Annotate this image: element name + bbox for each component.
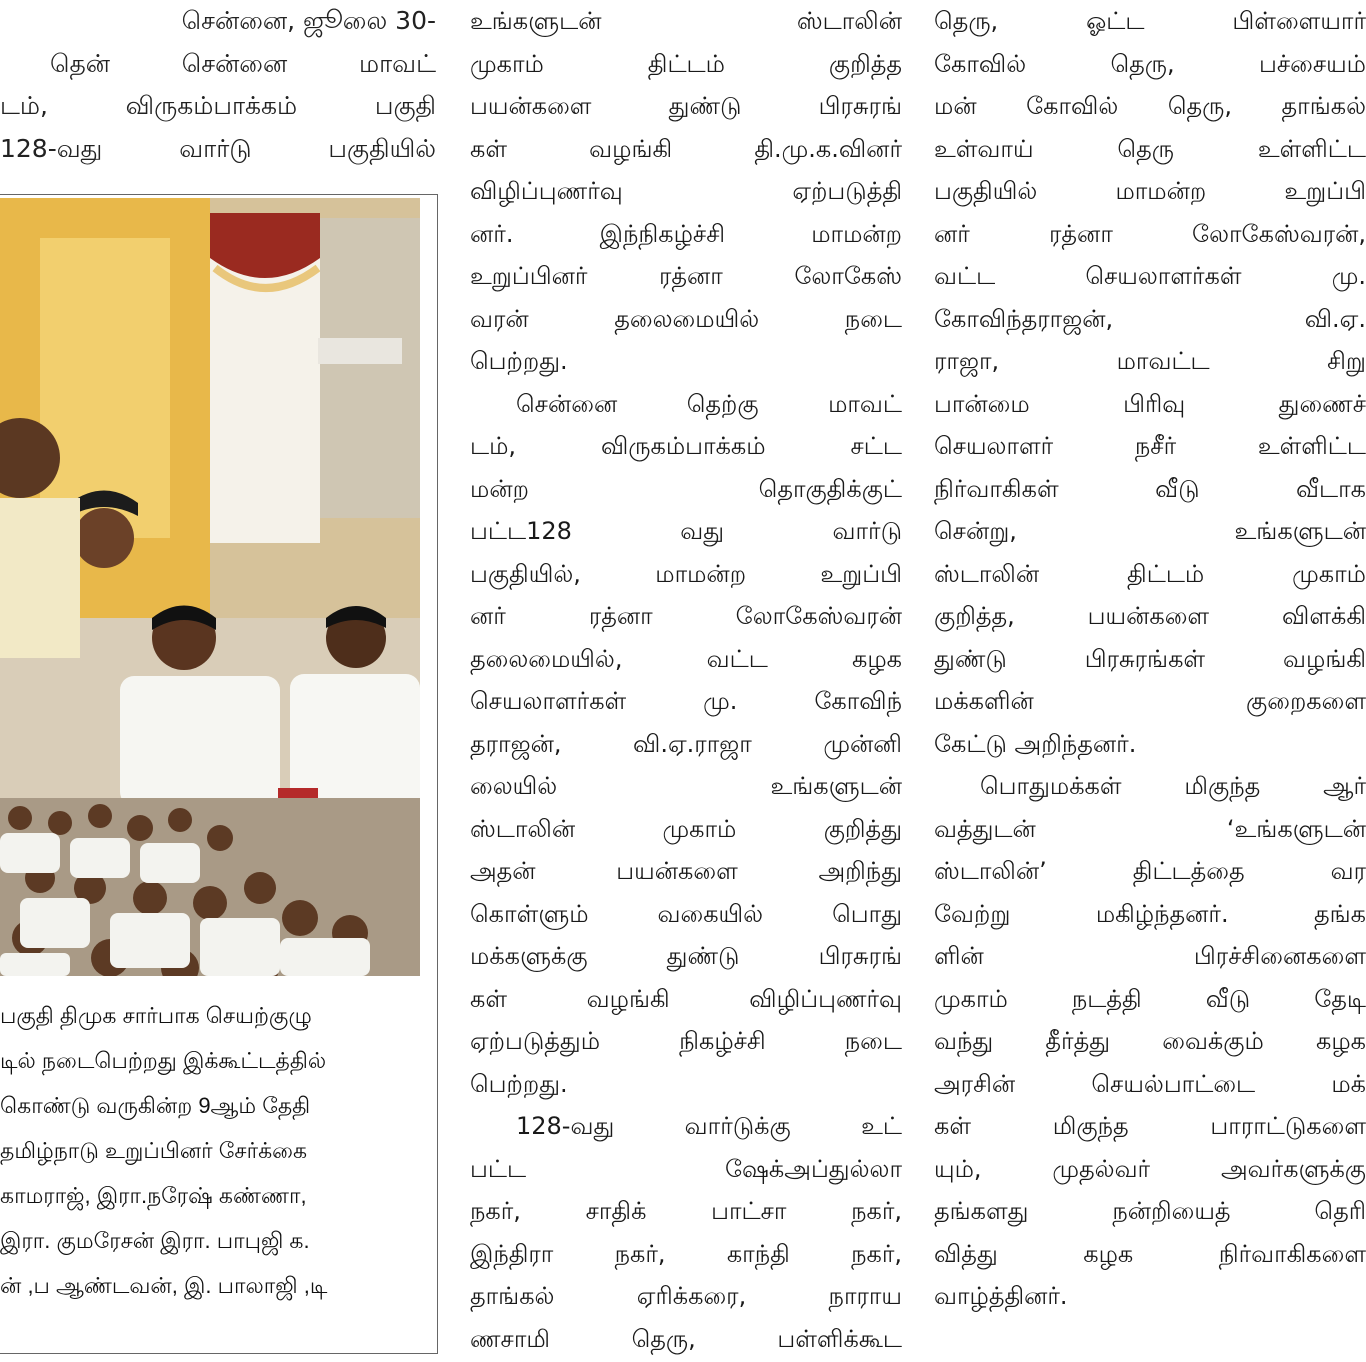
body-line: முகாம் திட்டம் குறித்த <box>470 49 902 78</box>
body-line: செயலாளர் நசீர் உள்ளிட்ட <box>934 432 1366 460</box>
body-line: தலைமையில், வட்ட கழக <box>470 644 902 673</box>
body-line: கள் வழங்கி தி.மு.க.வினர் <box>470 134 902 163</box>
body-line: முகாம் நடத்தி வீடு தேடி <box>934 984 1366 1013</box>
lead-line: டம், விருகம்பாக்கம் பகுதி <box>0 91 436 120</box>
article-lead <box>0 0 436 170</box>
caption-line: காமராஜ், இரா.நரேஷ் கண்ணா, <box>0 1183 307 1208</box>
body-line: வாழ்த்தினர். <box>934 1282 1068 1310</box>
caption-line: ன் ,ப ஆண்டவன், இ. பாலாஜி ,டி <box>0 1273 328 1298</box>
body-line: கோவில் தெரு, பச்சையம் <box>934 49 1366 78</box>
body-line: மக்களின் குறைகளை <box>934 687 1366 715</box>
body-line: பயன்களை துண்டு பிரசுரங் <box>470 92 902 120</box>
body-line: வித்து கழக நிர்வாகிகளை <box>934 1239 1366 1268</box>
body-line: பகுதியில் மாமன்ற உறுப்பி <box>934 177 1366 205</box>
caption-line: கொண்டு வருகின்ற 9ஆம் தேதி <box>0 1093 311 1118</box>
body-line: ஏற்படுத்தும் நிகழ்ச்சி நடை <box>470 1027 902 1055</box>
body-line: பட்ட ஷேக்அப்துல்லா <box>470 1154 902 1183</box>
body-line: தெரு, ஓட்ட பிள்ளையார் <box>934 7 1366 35</box>
body-line: கோவிந்தராஜன், வி.ஏ. <box>934 304 1366 333</box>
portrait-face <box>74 508 134 568</box>
body-line: கள் மிகுந்த பாராட்டுகளை <box>934 1112 1366 1140</box>
body-line: 128-வது வார்டுக்கு உட் <box>516 1112 902 1140</box>
caption-line: தமிழ்நாடு உறுப்பினர் சேர்க்கை <box>0 1138 308 1163</box>
caption-line: டில் நடைபெற்றது இக்கூட்டத்தில் <box>0 1048 327 1073</box>
body-line: செயலாளர்கள் மு. கோவிந் <box>470 687 902 715</box>
body-line: அரசின் செயல்பாட்டை மக் <box>934 1069 1366 1098</box>
body-line: உங்களுடன் ஸ்டாலின் <box>470 7 902 35</box>
body-line: வேற்று மகிழ்ந்தனர். தங்க <box>934 899 1366 928</box>
column-3 <box>934 0 1366 1318</box>
body-line: வட்ட செயலாளர்கள் மு. <box>934 262 1366 290</box>
body-line: யும், முதல்வர் அவர்களுக்கு <box>934 1154 1366 1183</box>
body-line: தங்களது நன்றியைத் தெரி <box>934 1197 1366 1225</box>
body-line: துண்டு பிரசுரங்கள் வழங்கி <box>934 644 1366 673</box>
caption-line: இரா. குமரேசன் இரா. பாபுஜி க. <box>0 1228 310 1253</box>
body-line: மக்களுக்கு துண்டு பிரசுரங் <box>470 942 902 970</box>
body-line: விழிப்புணர்வு ஏற்படுத்தி <box>470 177 902 205</box>
caption-line: பகுதி திமுக சார்பாக செயற்குழு <box>0 1003 312 1028</box>
body-line: இந்திரா நகர், காந்தி நகர், <box>470 1239 902 1268</box>
body-line: பொதுமக்கள் மிகுந்த ஆர் <box>980 772 1366 800</box>
body-line: டம், விருகம்பாக்கம் சட்ட <box>470 432 902 460</box>
speaker-shirt <box>0 498 80 658</box>
body-line: உறுப்பினர் ரத்னா லோகேஸ் <box>470 262 902 290</box>
body-line: ஸ்டாலின் முகாம் குறித்து <box>470 814 902 843</box>
body-line: சென்று, உங்களுடன் <box>934 517 1366 545</box>
body-line: லையில் உங்களுடன் <box>470 772 902 800</box>
body-line: ணசாமி தெரு, பள்ளிக்கூட <box>470 1324 902 1353</box>
body-line: தராஜன், வி.ஏ.ராஜா முன்னி <box>470 729 902 758</box>
body-line: உள்வாய் தெரு உள்ளிட்ட <box>934 134 1366 163</box>
body-line: வரன் தலைமையில் நடை <box>470 304 902 333</box>
column-2 <box>470 0 902 1360</box>
body-line: பகுதியில், மாமன்ற உறுப்பி <box>470 559 902 588</box>
news-photo-drawing <box>0 198 420 976</box>
body-line: அதன் பயன்களை அறிந்து <box>470 857 902 885</box>
body-line: பட்ட128 வது வார்டு <box>470 517 902 545</box>
body-line: சென்னை தெற்கு மாவட் <box>516 389 902 418</box>
lead-line: 128-வது வார்டு பகுதியில் <box>0 133 436 163</box>
body-line: வத்துடன் ‘உங்களுடன் <box>934 814 1366 843</box>
body-line: பெற்றது. <box>470 1069 568 1098</box>
lead-line: தென் சென்னை மாவட் <box>50 48 436 78</box>
body-line: பெற்றது. <box>470 347 568 375</box>
photo-frame <box>0 194 438 1354</box>
body-line: ஸ்டாலின் திட்டம் முகாம் <box>934 559 1366 588</box>
body-line: நகர், சாதிக் பாட்சா நகர், <box>470 1197 902 1225</box>
body-line: னர். இந்நிகழ்ச்சி மாமன்ற <box>470 219 902 248</box>
body-line: கொள்ளும் வகையில் பொது <box>470 899 902 928</box>
body-line: னர் ரத்னா லோகேஸ்வரன், <box>934 219 1366 248</box>
body-line: கேட்டு அறிந்தனர். <box>934 729 1137 758</box>
body-line: கள் வழங்கி விழிப்புணர்வு <box>470 984 902 1013</box>
body-line: நிர்வாகிகள் வீடு வீடாக <box>934 474 1366 503</box>
body-line: னர் ரத்னா லோகேஸ்வரன் <box>470 602 902 630</box>
news-photo <box>0 198 420 976</box>
body-line: ளின் பிரச்சினைகளை <box>934 942 1366 970</box>
body-line: ஸ்டாலின்’ திட்டத்தை வர <box>934 857 1366 885</box>
body-line: மன் கோவில் தெரு, தாங்கல் <box>934 92 1366 120</box>
body-line: தாங்கல் ஏரிக்கரை, நாராய <box>470 1282 902 1310</box>
body-line: பான்மை பிரிவு துணைச் <box>934 389 1366 418</box>
body-line: வந்து தீர்த்து வைக்கும் கழக <box>934 1027 1366 1055</box>
body-line: ராஜா, மாவட்ட சிறு <box>934 347 1366 375</box>
ac-unit <box>318 338 402 364</box>
dateline: சென்னை, ஜூலை 30- <box>181 6 436 35</box>
body-line: குறித்த, பயன்களை விளக்கி <box>934 602 1366 630</box>
body-line: மன்ற தொகுதிக்குட் <box>470 474 902 503</box>
photo-caption <box>0 993 430 1308</box>
